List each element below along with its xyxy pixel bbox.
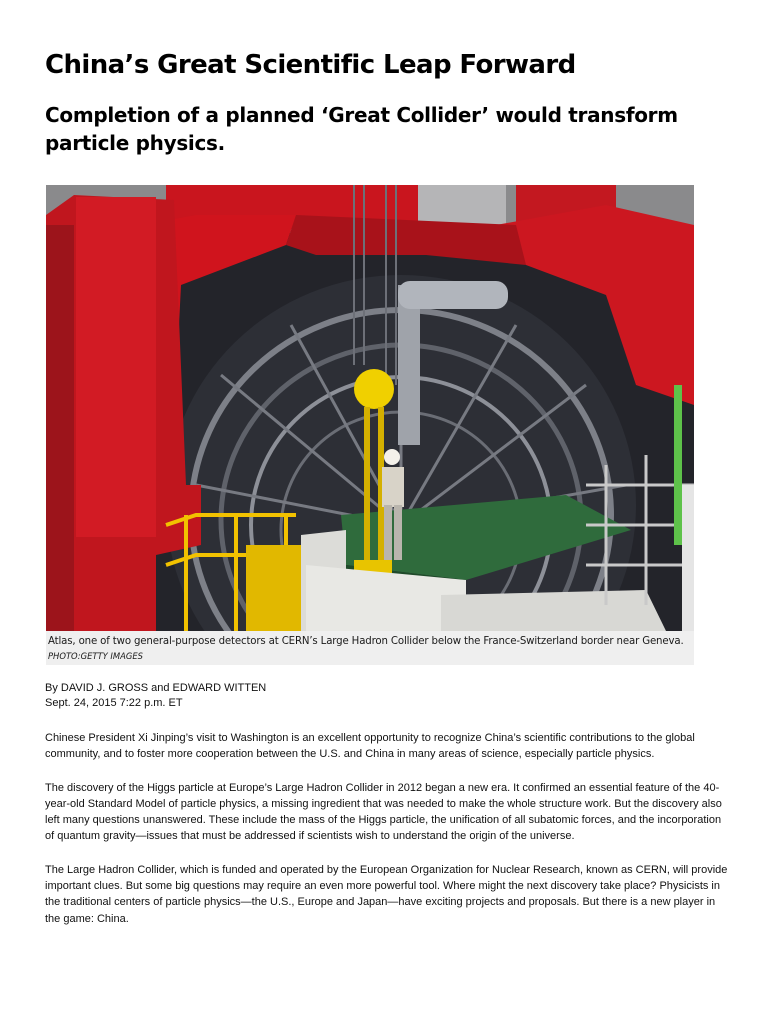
article-headline: China’s Great Scientific Leap Forward: [45, 50, 576, 80]
article-photo: [46, 185, 694, 631]
caption-text: Atlas, one of two general-purpose detectors at CERN’s Large Hadron Collider below the France-Switzerland border near Geneva.: [48, 636, 684, 647]
byline-block: [45, 681, 725, 711]
byline-authors: By DAVID J. GROSS and EDWARD WITTEN: [45, 682, 267, 694]
photo-credit: PHOTO:GETTY IMAGES: [48, 651, 143, 661]
dateline: Sept. 24, 2015 7:22 p.m. ET: [45, 697, 183, 709]
article-paragraph: The Large Hadron Collider, which is funded and operated by the European Organization for Nuclear Research, known as CERN, will provide important clues. But some big questions may require an even more powerful tool. Where might the next discovery take place? Physicists in the traditional centers of particle physics—the U.S., Europe and Japan—have exciting projects and proposals. But there is a new player in the game: China.: [45, 863, 728, 925]
article-subheadline: Completion of a planned ‘Great Collider’ would transform particle physics.: [45, 103, 678, 155]
article-paragraph: Chinese President Xi Jinping’s visit to Washington is an excellent opportunity to recognize China’s scientific contributions to the global community, and to foster more cooperation between the U.S. and China in many areas of science, especially particle physics.: [45, 732, 695, 761]
detector-photo-illustration: [46, 185, 694, 631]
photo-caption: [46, 631, 694, 665]
article-paragraph: The discovery of the Higgs particle at Europe’s Large Hadron Collider in 2012 began a new era. It confirmed an essential feature of the 40-year-old Standard Model of particle physics, a missing ingredient that was needed to make the whole structure work. But the discovery also left many questions unanswered. These include the mass of the Higgs particle, the unification of all subatomic forces, and the incorporation of quantum gravity—issues that must be addressed if scientists wish to understand the origin of the universe.: [45, 781, 722, 843]
article-body: [45, 730, 729, 944]
